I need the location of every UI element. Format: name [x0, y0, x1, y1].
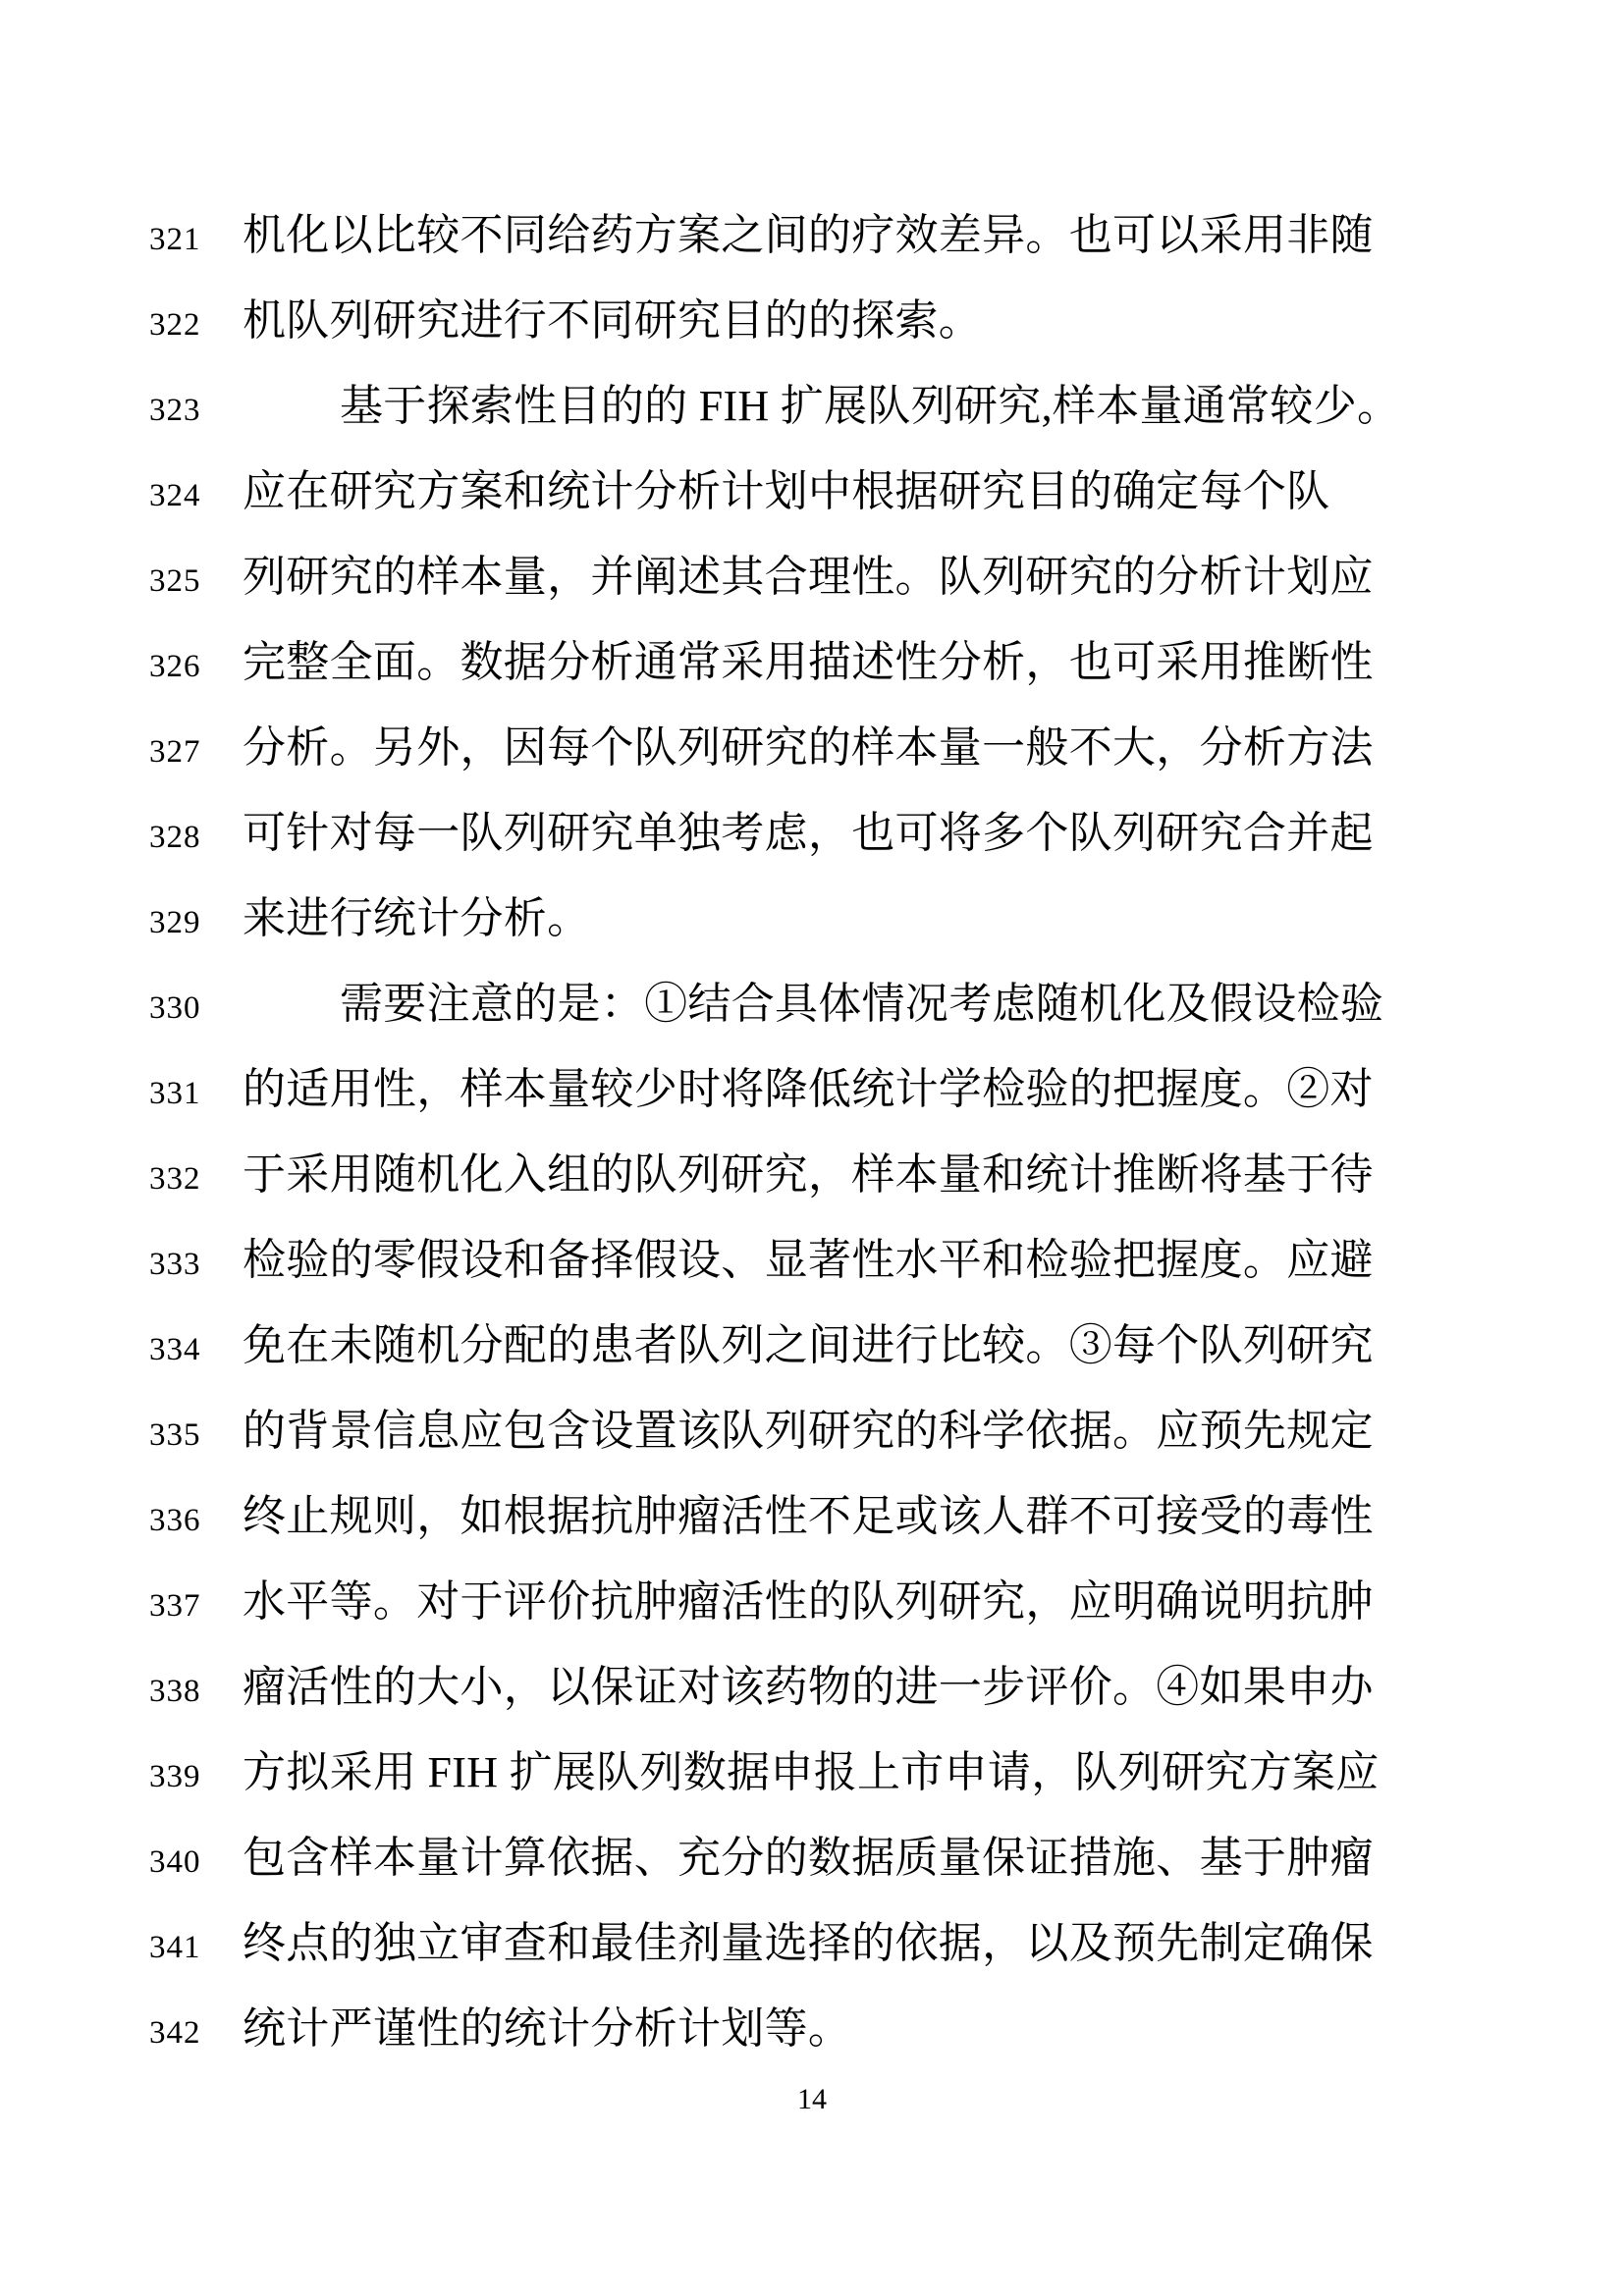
line-number: 331: [149, 1076, 201, 1111]
line-text: 完整全面。数据分析通常采用描述性分析，也可采用推断性: [243, 638, 1374, 686]
text-line: [149, 961, 1400, 1046]
line-number: 339: [149, 1759, 201, 1794]
line-text: 列研究的样本量，并阐述其合理性。队列研究的分析计划应: [243, 553, 1374, 601]
text-line: [149, 1046, 1400, 1132]
line-text: 终止规则，如根据抗肿瘤活性不足或该人群不可接受的毒性: [243, 1492, 1374, 1540]
line-number: 326: [149, 649, 201, 684]
line-text: 分析。另外，因每个队列研究的样本量一般不大，分析方法: [243, 723, 1374, 772]
text-line: [149, 876, 1400, 961]
line-number: 340: [149, 1844, 201, 1880]
line-text: 的适用性，样本量较少时将降低统计学检验的把握度。②对: [243, 1065, 1374, 1113]
line-text: 方拟采用 FIH 扩展队列数据申报上市申请，队列研究方案应: [243, 1748, 1380, 1796]
text-line: [149, 1559, 1400, 1644]
line-text: 检验的零假设和备择假设、显著性水平和检验把握度。应避: [243, 1236, 1374, 1284]
line-number: 338: [149, 1674, 201, 1709]
text-line: [149, 1900, 1400, 1986]
text-line: [149, 192, 1400, 278]
line-text: 机化以比较不同给药方案之间的疗效差异。也可以采用非随: [243, 211, 1374, 259]
line-text: 的背景信息应包含设置该队列研究的科学依据。应预先规定: [243, 1407, 1374, 1455]
line-text: 应在研究方案和统计分析计划中根据研究目的确定每个队: [243, 467, 1330, 515]
line-text: 基于探索性目的的 FIH 扩展队列研究,样本量通常较少。: [340, 382, 1401, 430]
line-number: 332: [149, 1161, 201, 1197]
line-text: 水平等。对于评价抗肿瘤活性的队列研究，应明确说明抗肿: [243, 1577, 1374, 1626]
line-number: 321: [149, 222, 201, 257]
line-number: 324: [149, 478, 201, 513]
line-text: 免在未随机分配的患者队列之间进行比较。③每个队列研究: [243, 1321, 1374, 1369]
line-number: 329: [149, 905, 201, 940]
text-line: [149, 363, 1400, 449]
text-line: [149, 790, 1400, 876]
line-text: 机队列研究进行不同研究目的的探索。: [243, 296, 983, 345]
text-line: [149, 1986, 1400, 2071]
line-text: 终点的独立审查和最佳剂量选择的依据，以及预先制定确保: [243, 1919, 1374, 1967]
text-line: [149, 449, 1400, 534]
line-number: 334: [149, 1332, 201, 1367]
text-line: [149, 1815, 1400, 1900]
line-text: 于采用随机化入组的队列研究，样本量和统计推断将基于待: [243, 1150, 1374, 1199]
text-line: [149, 1730, 1400, 1815]
text-line: [149, 1217, 1400, 1303]
line-number: 327: [149, 734, 201, 770]
text-line: [149, 705, 1400, 790]
line-number: 336: [149, 1503, 201, 1538]
text-body: [149, 192, 1400, 2071]
line-number: 322: [149, 307, 201, 343]
line-number: 335: [149, 1417, 201, 1453]
page-number: 14: [797, 2083, 827, 2115]
line-text: 来进行统计分析。: [243, 894, 591, 942]
line-text: 可针对每一队列研究单独考虑，也可将多个队列研究合并起: [243, 809, 1374, 857]
line-number: 337: [149, 1588, 201, 1624]
line-number: 328: [149, 820, 201, 855]
line-number: 323: [149, 393, 201, 428]
text-line: [149, 1644, 1400, 1730]
text-line: [149, 1473, 1400, 1559]
text-line: [149, 534, 1400, 619]
text-line: [149, 278, 1400, 363]
line-text: 包含样本量计算依据、充分的数据质量保证措施、基于肿瘤: [243, 1834, 1374, 1882]
text-line: [149, 1132, 1400, 1217]
line-text: 统计严谨性的统计分析计划等。: [243, 2004, 852, 2053]
text-line: [149, 619, 1400, 705]
text-line: [149, 1388, 1400, 1473]
line-number: 333: [149, 1247, 201, 1282]
line-number: 330: [149, 990, 201, 1026]
line-number: 325: [149, 563, 201, 599]
text-line: [149, 1303, 1400, 1388]
line-number: 342: [149, 2015, 201, 2051]
line-text: 需要注意的是：①结合具体情况考虑随机化及假设检验: [340, 980, 1384, 1028]
line-number: 341: [149, 1930, 201, 1965]
line-text: 瘤活性的大小，以保证对该药物的进一步评价。④如果申办: [243, 1663, 1374, 1711]
